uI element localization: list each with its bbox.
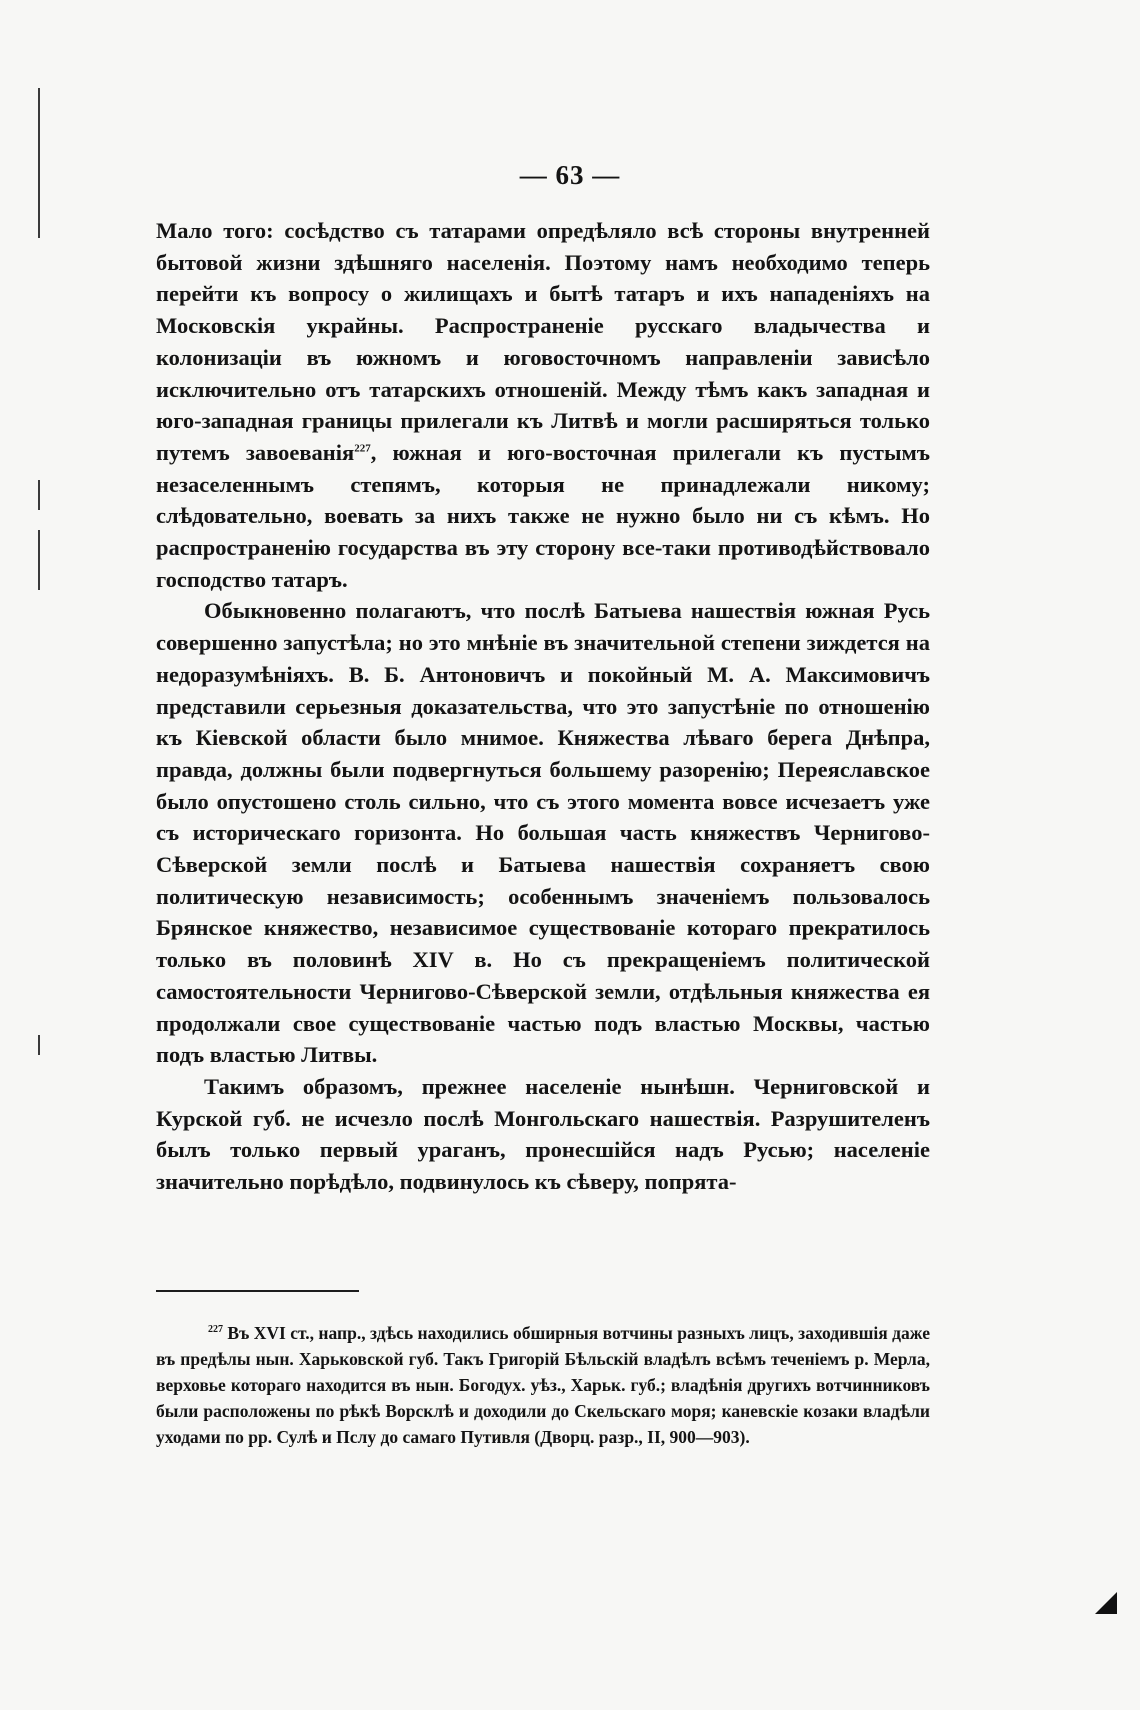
footnote-marker: 227	[208, 1324, 223, 1336]
paragraph-1-text-b: , южная и юго-восточная прилегали къ пустымъ незаселеннымъ степямъ, которыя не принадлежали никому; слѣдовательно, воевать за нихъ также не нужно было ни съ кѣмъ. Но распространенію государства въ эту сторону все-таки противодѣйствовало господство татаръ.	[156, 439, 930, 592]
footnote-divider	[156, 1290, 359, 1292]
scan-edge-mark	[38, 480, 40, 510]
footnote-reference: 227	[354, 442, 371, 455]
paragraph-3: Такимъ образомъ, прежнее населеніе нынѣшн. Черниговской и Курской губ. не исчезло послѣ Монгольскаго нашествія. Разрушителенъ былъ только первый ураганъ, пронесшійся надъ Русью; населеніе значительно порѣдѣло, подвинулось къ сѣверу, попрята-	[156, 1073, 930, 1195]
scan-edge-mark	[38, 530, 40, 590]
paragraph-1-text-a: Мало того: сосѣдство съ татарами опредѣляло всѣ стороны внутренней бытовой жизни здѣшняго населенія. Поэтому намъ необходимо теперь перейти къ вопросу о жилищахъ и бытѣ татаръ и ихъ нападеніяхъ на Московскія украйны. Распространеніе русскаго владычества и колонизаціи въ южномъ и юговосточномъ направленіи зависѣло исключительно отъ татарскихъ отношеній. Между тѣмъ какъ западная и юго-западная границы прилегали къ Литвѣ и могли расширяться только путемъ завоеванія	[156, 218, 930, 465]
footnotes	[156, 1320, 930, 1450]
footnote-227	[156, 1320, 930, 1450]
paragraph-1	[156, 215, 930, 595]
corner-triangle-icon	[1095, 1592, 1117, 1614]
paragraph-2: Обыкновенно полагаютъ, что послѣ Батыева нашествія южная Русь совершенно запустѣла; но это мнѣніе въ значительной степени зиждется на недоразумѣніяхъ. В. Б. Антоновичъ и покойный М. А. Максимовичъ представили серьезныя доказательства, что это запустѣніе по отношенію къ Кіевской области было мнимое. Княжества лѣваго берега Днѣпра, правда, должны были подвергнуться большему разоренію; Переяславское было опустошено столь сильно, что съ этого момента вовсе исчезаетъ уже съ историческаго горизонта. Но большая часть княжествъ Черниговo-Сѣверской земли послѣ и Батыева нашествія сохраняетъ свою политическую независимость; особеннымъ значеніемъ пользовалось Брянское княжество, независимое существованіе котораго прекратилось только въ половинѣ XIV в. Но съ прекращеніемъ политической самостоятельности Черниговo-Сѣверской земли, отдѣльныя княжества ея продолжали свое существованіе частью подъ властью Москвы, частью подъ властью Литвы.	[156, 598, 930, 1068]
page-number: — 63 —	[519, 160, 621, 190]
footnote-text: Въ XVI ст., напр., здѣсь находились обширныя вотчины разныхъ лицъ, заходившія даже въ предѣлы нын. Харьковской губ. Такъ Григорій Бѣльскій владѣлъ всѣмъ теченіемъ р. Мерла, верховье котораго находится въ нын. Богодух. уѣз., Харьк. губ.; владѣнія другихъ вотчинниковъ были расположены по рѣкѣ Ворсклѣ и доходили до Скельскаго моря; каневскіе козаки владѣли уходами по рр. Сулѣ и Пслу до самаго Путивля (Дворц. разр., II, 900—903).	[156, 1323, 931, 1447]
scan-edge-mark	[38, 1035, 40, 1055]
body-text	[156, 215, 930, 1198]
